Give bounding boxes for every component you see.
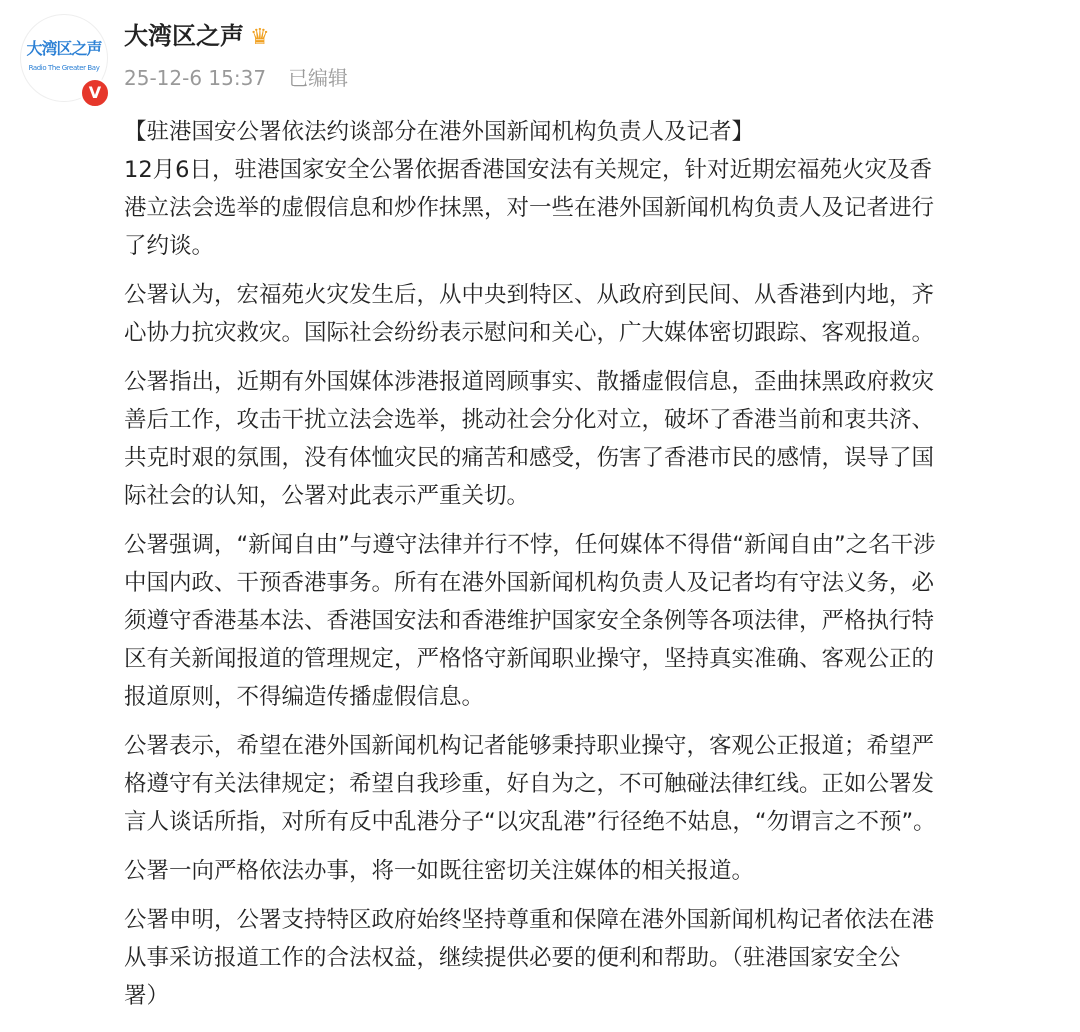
text-line: 从事采访报道工作的合法权益，继续提供必要的便利和帮助。（驻港国家安全公: [124, 945, 901, 971]
account-name-text[interactable]: 大湾区之声: [124, 22, 244, 50]
post-timestamp: 25-12-6 15:37: [124, 66, 267, 90]
account-name[interactable]: [124, 20, 270, 52]
text-line: 【驻港国安公署依法约谈部分在港外国新闻机构负责人及记者】: [124, 119, 755, 145]
post-meta: [124, 64, 348, 92]
verified-badge-icon: V: [80, 78, 110, 108]
post-paragraph: [124, 901, 1064, 1015]
text-line: 公署表示，希望在港外国新闻机构记者能够秉持职业操守，客观公正报道；希望严: [124, 733, 935, 759]
text-line: 12月6日，驻港国家安全公署依据香港国安法有关规定，针对近期宏福苑火灾及香: [124, 157, 932, 183]
text-line: 了约谈。: [124, 233, 215, 259]
avatar-logo-subtext: Radio The Greater Bay: [28, 64, 100, 72]
post-paragraph: [124, 852, 1064, 890]
text-line: 公署强调，“新闻自由”与遵守法律并行不悖，任何媒体不得借“新闻自由”之名干涉: [124, 532, 936, 558]
text-line: 格遵守有关法律规定；希望自我珍重，好自为之，不可触碰法律红线。正如公署发: [124, 771, 935, 797]
text-line: 署）: [124, 983, 170, 1009]
post-paragraph: [124, 526, 1064, 716]
text-line: 报道原则，不得编造传播虚假信息。: [124, 684, 485, 710]
text-line: 须遵守香港基本法、香港国安法和香港维护国家安全条例等各项法律，严格执行特: [124, 608, 935, 634]
post-paragraph: [124, 727, 1064, 841]
crown-icon: ♛: [250, 25, 270, 50]
text-line: 心协力抗灾救灾。国际社会纷纷表示慰问和关心，广大媒体密切跟踪、客观报道。: [124, 320, 935, 346]
text-line: 言人谈话所指，对所有反中乱港分子“以灾乱港”行径绝不姑息，“勿谓言之不预”。: [124, 809, 936, 835]
text-line: 共克时艰的氛围，没有体恤灾民的痛苦和感受，伤害了香港市民的感情，误导了国: [124, 445, 935, 471]
post-content: [124, 113, 1064, 1026]
text-line: 公署申明，公署支持特区政府始终坚持尊重和保障在港外国新闻机构记者依法在港: [124, 907, 935, 933]
edited-label[interactable]: 已编辑: [288, 66, 349, 90]
text-line: 公署一向严格依法办事，将一如既往密切关注媒体的相关报道。: [124, 858, 755, 884]
post-paragraph: [124, 276, 1064, 352]
text-line: 区有关新闻报道的管理规定，严格恪守新闻职业操守，坚持真实准确、客观公正的: [124, 646, 935, 672]
post-paragraph: [124, 113, 1064, 265]
post-paragraph: [124, 363, 1064, 515]
text-line: 公署认为，宏福苑火灾发生后，从中央到特区、从政府到民间、从香港到内地，齐: [124, 282, 935, 308]
text-line: 公署指出，近期有外国媒体涉港报道罔顾事实、散播虚假信息，歪曲抹黑政府救灾: [124, 369, 935, 395]
avatar-logo-text: 大湾区之声: [26, 39, 102, 58]
text-line: 港立法会选举的虚假信息和炒作抹黑，对一些在港外国新闻机构负责人及记者进行: [124, 195, 935, 221]
text-line: 中国内政、干预香港事务。所有在港外国新闻机构负责人及记者均有守法义务，必: [124, 570, 935, 596]
text-line: 善后工作，攻击干扰立法会选举，挑动社会分化对立，破坏了香港当前和衷共济、: [124, 407, 935, 433]
text-line: 际社会的认知，公署对此表示严重关切。: [124, 483, 530, 509]
